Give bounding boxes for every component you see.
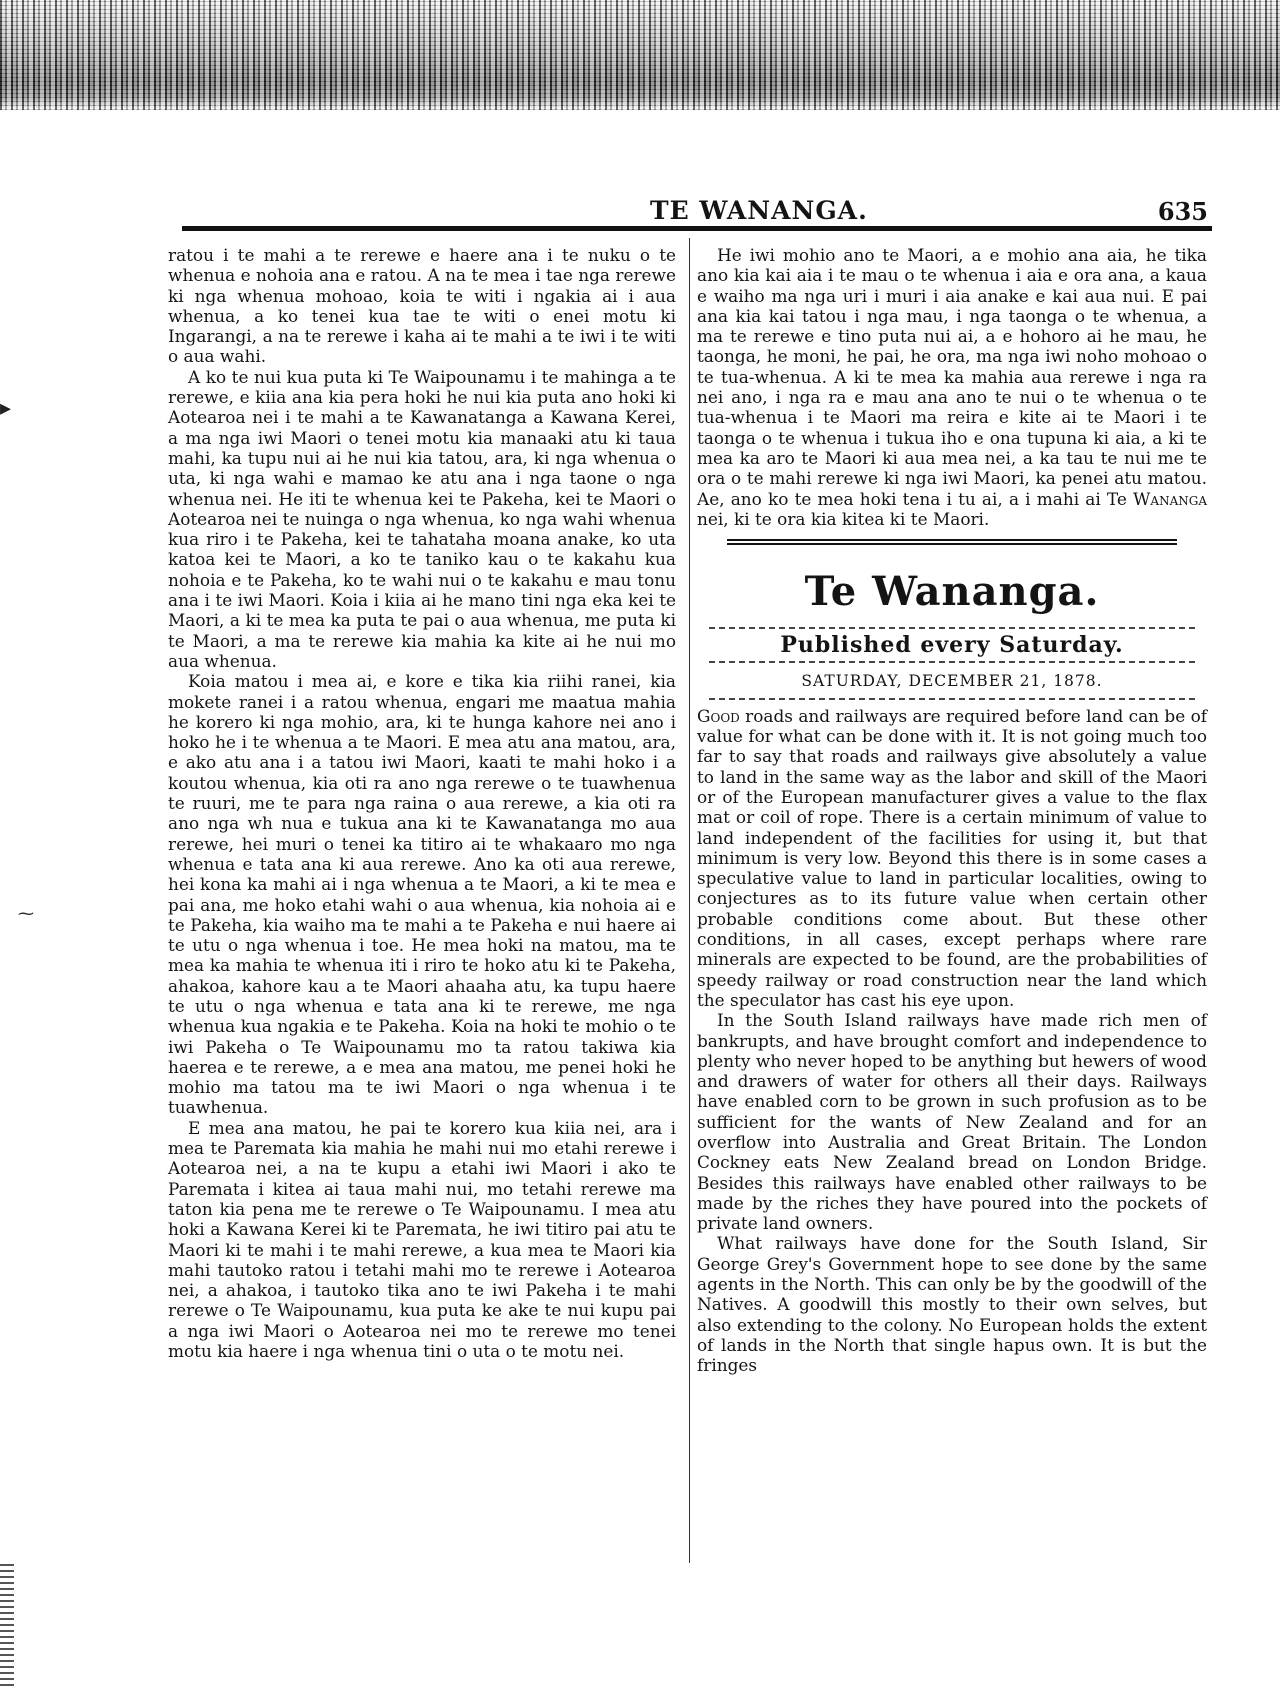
column-divider <box>689 238 690 1563</box>
margin-arrow-icon: ▸ <box>0 396 12 421</box>
maori-text: nei, ki te ora kia kitea ki te Maori. <box>697 508 990 529</box>
binding-edge <box>0 1560 14 1686</box>
margin-mark-icon: ⁓ <box>18 904 34 923</box>
scan-top-edge <box>0 0 1280 110</box>
drop-word: Good <box>697 705 740 726</box>
maori-paragraph: A ko te nui kua puta ki Te Waipounamu i te mahinga a te rerewe, e kiia ana kia pera hoki he nui kia puta ano hoki ki Aotearoa nei i te mahi a te Kawanatanga a Kawana Kerei, a ma nga iwi Maori o tenei motu kia manaaki atu ki taua mahi, ka tupu nui ai he nui kia tatou, ara, ki nga whenua o uta, ki nga wahi e mamao ke atu ana i nga taone o nga whenua nei. He iti te whenua kei te Pakeha, kei te Maori o Aotearoa nei te nuinga o nga whenua, ko nga wahi whenua kua riro i te Pakeha, kei te tahataha moana anake, ko uta katoa kei te Maori, a ko te taniko kau o te kakahu kua nohoia e te Pakeha, ko te wahi nui o te kakahu e mau tonu ana i te iwi Maori. Koia i kiia ai he mano tini nga eka kei te Maori, a ki te mea ka puta te pai o aua whenua, me puta ki te Maori, a ma te rerewe kia mahia ka kite ai he nui mo aua whenua. <box>168 366 676 671</box>
published-line: Published every Saturday. <box>780 632 1124 659</box>
masthead: Te Wananga. <box>804 568 1100 616</box>
dashed-rule <box>709 698 1195 700</box>
right-column <box>697 245 1207 1376</box>
dateline: SATURDAY, DECEMBER 21, 1878. <box>801 672 1103 691</box>
editorial-paragraph <box>697 706 1207 1010</box>
maori-paragraph: ratou i te mahi a te rerewe e haere ana i te nuku o te whenua e nohoia ana e ratou. A na te mea i tae nga rerewe ki nga whenua mohoao, koia te witi i ngakia ai i aua whenua, a ko tenei kua tae te witi o enei motu ki Ingarangi, a na te rerewe i kaha ai te mahi a te iwi i te witi o aua wahi. <box>168 245 676 367</box>
editorial-text: roads and railways are required before land can be of value for what can be done with it. It is not going much too far to say that roads and railways give absolutely a value to land in the same way as the labor and skill of the Maori or of the European manufacturer gives a value to the flax mat or coil of rope. There is a certain minimum of value to land independent of the facilities for using it, but that minimum is very low. Beyond this there is in some cases a speculative value to land in particular localities, owing to conjectures as to its future value when certain other probable conditions come about. But these other conditions, in all cases, except perhaps where rare minerals are expected to be found, are the probabilities of speedy railway or road construction near the land which the speculator has cast his eye upon. <box>697 705 1208 1010</box>
left-column <box>168 245 676 1361</box>
maori-paragraph: Koia matou i mea ai, e kore e tika kia riihi ranei, kia mokete ranei i a ratou whenua, engari me maatua mahia he korero ki nga mohio, ara, ki te hunga kahore nei ano i hoko he i te whenua a te Maori. E mea atu ana matou, ara, e ako atu ana i a tatou iwi Maori, kaati te mahi hoko i a koutou whenua, kia oti ra ano nga rerewe o te tuawhenua te ruuri, me te para nga raina o aua rerewe, a kia oti ra ano nga wh nua e tukua ana ki te Kawanatanga mo aua rerewe, hei muri o tenei ka titiro ai te whakaaro mo nga whenua e tata ana ki aua rerewe. Ano ka oti aua rerewe, hei kona ka mahi ai i nga whenua a te Maori, a ki te mea e pai ana, me hoko etahi wahi o aua whenua, kia nohoia ai e te Pakeha, kia waiho ma te mahi a te Pakeha e nui haere ai te utu o nga whenua i toe. He mea hoki na matou, ma te mea ka mahia te whenua iti i riro te hoko atu ki te Pakeha, ahakoa, kahore kau a te Maori ahaaha atu, ka tupu haere te utu o nga whenua e tata ana ki te rerewe, me nga whenua kua ngakia e te Pakeha. Koia na hoki te mohio o te iwi Pakeha o Te Waipounamu mo ta ratou takiwa kia haerea e te rerewe, a e mea ana matou, me penei hoki he mohio ma tatou ma te iwi Maori o nga whenua i te tuawhenua. <box>168 671 676 1118</box>
running-header <box>182 196 1212 226</box>
page-number: 635 <box>1157 197 1208 226</box>
editorial-paragraph: In the South Island railways have made rich men of bankrupts, and have brought comfort and independence to plenty who never hoped to be anything but hewers of wood and drawers of water for others all their days. Railways have enabled corn to be grown in such profusion as to be sufficient for the wants of New Zealand and for an overflow into Australia and Great Britain. The London Cockney eats New Zealand bread on London Bridge. Besides this railways have enabled other railways to be made by the riches they have poured into the pockets of private land owners. <box>697 1010 1207 1234</box>
newspaper-title: TE WANANGA. <box>650 196 868 225</box>
maori-paragraph <box>697 245 1207 529</box>
dashed-rule <box>709 661 1195 663</box>
header-rule <box>182 226 1212 231</box>
masthead-double-rule <box>727 539 1177 545</box>
wananga-smallcaps: Wananga <box>1133 488 1207 509</box>
editorial-paragraph: What railways have done for the South Island, Sir George Grey's Government hope to see done by the same agents in the North. This can only be by the goodwill of the Natives. A goodwill this mostly to their own selves, but also extending to the colony. No European holds the extent of lands in the North that single hapus own. It is but the fringes <box>697 1233 1207 1376</box>
maori-paragraph: E mea ana matou, he pai te korero kua kiia nei, ara i mea te Paremata kia mahia he mahi nui mo etahi rerewe i Aotearoa nei, a na te kupu a etahi iwi Maori i ako te Paremata i kitea ai taua mahi nui, mo tetahi rerewe ma taton kia pena me te rerewe o Te Waipounamu. I mea atu hoki a Kawana Kerei ki te Paremata, he iwi titiro pai atu te Maori ki te mahi i te mahi rerewe, a kua mea te Maori kia mahi tautoko ratou i tetahi mahi mo te rerewe i Aotearoa nei, a ahakoa, i tautoko tika ano te iwi Pakeha i te mahi rerewe o Te Waipounamu, kua puta ke ake te nui kupu pai a nga iwi Maori o Aotearoa nei mo te rerewe mo tenei motu kia haere i nga whenua tini o uta o te motu nei. <box>168 1117 676 1362</box>
maori-text: He iwi mohio ano te Maori, a e mohio ana aia, he tika ano kia kai aia i te mau o te whenua i aia e ora ana, a kaua e waiho ma nga uri i muri i aia anake e kai aua nui. E pai ana kia kai tatou i nga mau, i nga taonga o te whenua, a ma te rerewe e tino puta nui ai, a e hohoro ai he mau, he taonga, he moni, he pai, he ora, ma nga iwi noho mohoao o te tua-whenua. A ki te mea ka mahia aua rerewe i nga ra nei ano, i nga ra e mau ana ano te nui o te whenua o te tua-whenua i te Maori ma reira e kite ai te Maori i te taonga o te whenua i tukua iho e ona tupuna ki aia, a ki te mea ka aro te Maori ki aua mea nei, a ka tau te nui me te ora o te mahi rerewe ki nga iwi Maori, ka penei atu matou. Ae, ano ko te mea hoki tena i tu ai, a i mahi ai Te <box>697 245 1207 509</box>
dashed-rule <box>709 627 1195 629</box>
